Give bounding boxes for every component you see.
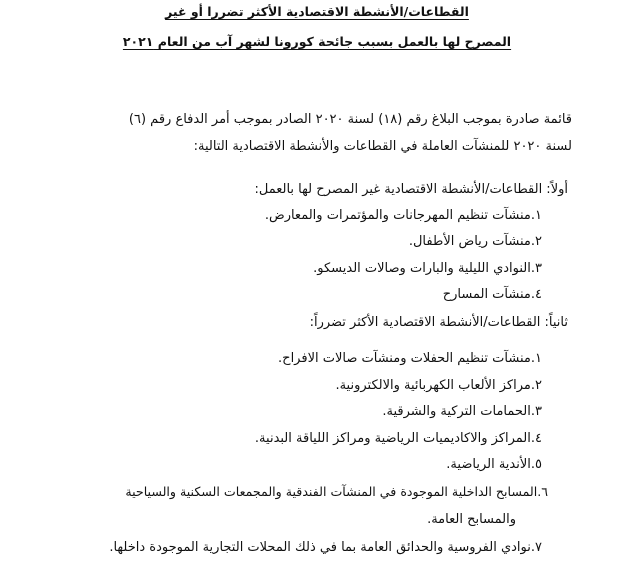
list-item-number: ٣. [530,261,542,276]
list-item [42,350,542,368]
document-title-line-1: القطاعات/الأنشطة الاقتصادية الأكثر تضررا أو غير [165,4,469,19]
list-item-number: ٤. [530,287,542,302]
list-item-text: والمسابح العامة. [427,512,516,527]
list-item-number: ١. [530,351,542,366]
list-item-number: ١. [530,208,542,223]
list-item-number: ٥. [530,457,542,472]
list-item [42,260,542,278]
section2-heading: ثانياً: القطاعات/الأنشطة الاقتصادية الأكثر تضرراً: [309,315,568,330]
list-item-text: الحمامات التركية والشرقية. [382,404,531,419]
list-item-number: ٣. [530,404,542,419]
list-item [42,233,542,251]
list-item-text: منشآت المسارح [442,287,531,302]
list-item-text: منشآت تنظيم الحفلات ومنشآت صالات الافراح. [278,351,531,366]
list-item-text: المسابح الداخلية الموجودة في المنشآت الفندقية والمجمعات السكنية والسياحية [125,484,538,499]
document-title-line-2: المصرح لها بالعمل بسبب جائحة كورونا لشهر آب من العام ٢٠٢١ [122,34,512,49]
list-item [42,403,542,421]
list-item-text: مراكز الألعاب الكهربائية والالكترونية. [335,378,531,393]
list-item [42,377,542,395]
list-item-number: ٢. [530,378,542,393]
intro-line-2: لسنة ٢٠٢٠ للمنشآت العاملة في القطاعات والأنشطة الاقتصادية التالية: [193,139,572,154]
list-item [42,456,542,474]
list-item [42,539,542,557]
list-item-number: ٤. [530,431,542,446]
list-item [42,430,542,448]
list-item-continuation [42,511,526,529]
list-item-text: النوادي الليلية والبارات وصالات الديسكو. [313,261,531,276]
list-item-number: ٦. [537,484,548,499]
list-item-text: الأندية الرياضية. [446,457,531,472]
list-item-text: المراكز والاكاديميات الرياضية ومراكز اللياقة البدنية. [254,431,531,446]
list-item [42,483,548,501]
list-item-text: منشآت تنظيم المهرجانات والمؤتمرات والمعارض. [264,208,531,223]
list-item [42,286,542,304]
list-item [42,207,542,225]
list-item-text: منشآت رياض الأطفال. [408,234,531,249]
list-item-number: ٢. [530,234,542,249]
intro-line-1: قائمة صادرة بموجب البلاغ رقم (١٨) لسنة ٢٠٢٠ الصادر بموجب أمر الدفاع رقم (٦) [128,112,572,127]
section1-heading: أولاً: القطاعات/الأنشطة الاقتصادية غير المصرح لها بالعمل: [254,182,568,197]
list-item-number: ٧. [530,540,542,555]
list-item-text: نوادي الفروسية والحدائق العامة بما في ذلك المحلات التجارية الموجودة داخلها. [109,540,531,555]
